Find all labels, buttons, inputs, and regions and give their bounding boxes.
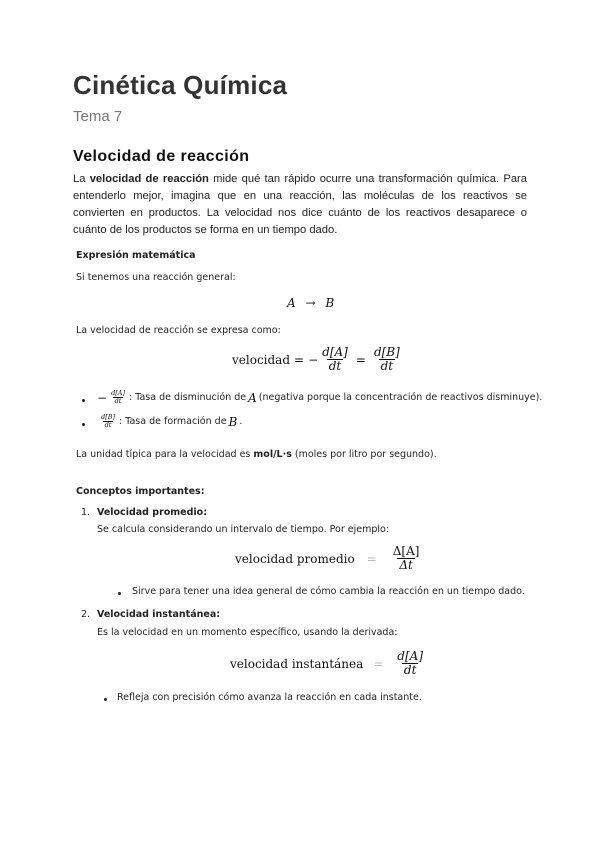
- inst-fraction: [395, 650, 425, 677]
- rate-label: velocidad: [232, 352, 291, 367]
- rate-expression-text: La velocidad de reacción se expresa como:: [76, 325, 281, 336]
- unit-bold: mol/L·s: [253, 449, 292, 460]
- concept-number: 2.: [81, 609, 91, 620]
- concept-title: Velocidad promedio:: [97, 507, 208, 518]
- page-title: Cinética Química: [73, 70, 288, 100]
- rate-num-b: d[B]: [373, 345, 400, 359]
- bullet1-text: : Tasa de disminución de: [129, 392, 247, 404]
- rate-den-a: dt: [328, 359, 342, 374]
- inst-den: dt: [403, 663, 417, 678]
- product-b: B: [325, 296, 335, 310]
- rate-minus: −: [308, 352, 319, 367]
- avg-den: Δt: [399, 558, 413, 573]
- intro-rest: mide qué tan rápido ocurre una transformación química. Para entenderlo mejor, imagina que en una reacción, las moléculas de los reactivos se convierten en productos. La velocidad nos dice cuánto de los reactivos desaparece o cuánto de los productos se forma en un tiempo dado.: [73, 173, 527, 236]
- unit-lead: La unidad típica para la velocidad es: [76, 449, 254, 460]
- bullet2-fraction: [99, 414, 117, 429]
- bullet2-rest: .: [239, 416, 243, 428]
- unit-rest: (moles por litro por segundo).: [291, 449, 437, 460]
- concept-bullet: Refleja con precisión cómo avanza la reacción en cada instante.: [117, 692, 422, 703]
- bullet-dot: [118, 592, 121, 595]
- concepts-heading: Conceptos importantes:: [76, 486, 205, 497]
- bullet2-num: d[B]: [101, 413, 116, 421]
- reactant-a: A: [287, 296, 296, 310]
- bullet2-var: B: [228, 414, 238, 429]
- bullet-dot: [104, 698, 107, 701]
- unit-text: [76, 449, 437, 460]
- math-expression-heading: Expresión matemática: [76, 250, 196, 261]
- rate-eq-2: =: [355, 352, 366, 367]
- rate-formula: [232, 346, 404, 373]
- bullet2-text: : Tasa de formación de: [119, 416, 227, 428]
- instant-rate-formula: [230, 650, 427, 677]
- bullet1-var: A: [248, 390, 257, 405]
- inst-eq: =: [373, 656, 384, 671]
- bullet1-minus: −: [97, 390, 108, 405]
- general-reaction-text: Si tenemos una reacción general:: [76, 272, 236, 283]
- rate-den-b: dt: [380, 359, 394, 374]
- bullet-rate-b: [97, 414, 242, 429]
- bullet1-rest: (negativa porque la concentración de reactivos disminuye).: [258, 392, 543, 404]
- concept-bullet: Sirve para tener una idea general de cómo cambia la reacción en un tiempo dado.: [132, 586, 525, 597]
- inst-label: velocidad instantánea: [230, 656, 364, 671]
- rate-eq: =: [294, 352, 305, 367]
- avg-label: velocidad promedio: [235, 551, 355, 566]
- avg-fraction: [391, 545, 422, 572]
- concept-text: Es la velocidad en un momento específico, usando la derivada:: [97, 627, 398, 638]
- rate-num-a: d[A]: [322, 345, 348, 359]
- concept-text: Se calcula considerando un intervalo de tiempo. Por ejemplo:: [97, 524, 390, 535]
- rate-fraction-a: [320, 346, 350, 373]
- rate-fraction-b: [372, 346, 402, 373]
- inst-num: d[A]: [397, 649, 424, 663]
- bullet1-den: dt: [114, 397, 122, 406]
- bullet-dot: [82, 399, 85, 402]
- reaction-arrow: →: [305, 296, 316, 310]
- avg-num: Δ[A]: [392, 544, 420, 558]
- bullet1-fraction: [109, 390, 127, 405]
- page-subtitle: Tema 7: [73, 108, 123, 125]
- concept-number: 1.: [81, 507, 91, 518]
- bullet2-den: dt: [104, 421, 112, 430]
- section-heading: Velocidad de reacción: [73, 148, 250, 165]
- intro-paragraph: [73, 171, 527, 239]
- bullet-dot: [82, 423, 85, 426]
- average-rate-formula: [235, 545, 423, 572]
- reaction-equation: [287, 296, 334, 310]
- intro-lead: La: [73, 173, 90, 185]
- bullet1-num: d[A]: [111, 389, 125, 397]
- avg-eq: =: [366, 551, 377, 566]
- bullet-rate-a: [97, 390, 542, 405]
- concept-title: Velocidad instantánea:: [97, 609, 221, 620]
- intro-bold-term: velocidad de reacción: [89, 173, 209, 185]
